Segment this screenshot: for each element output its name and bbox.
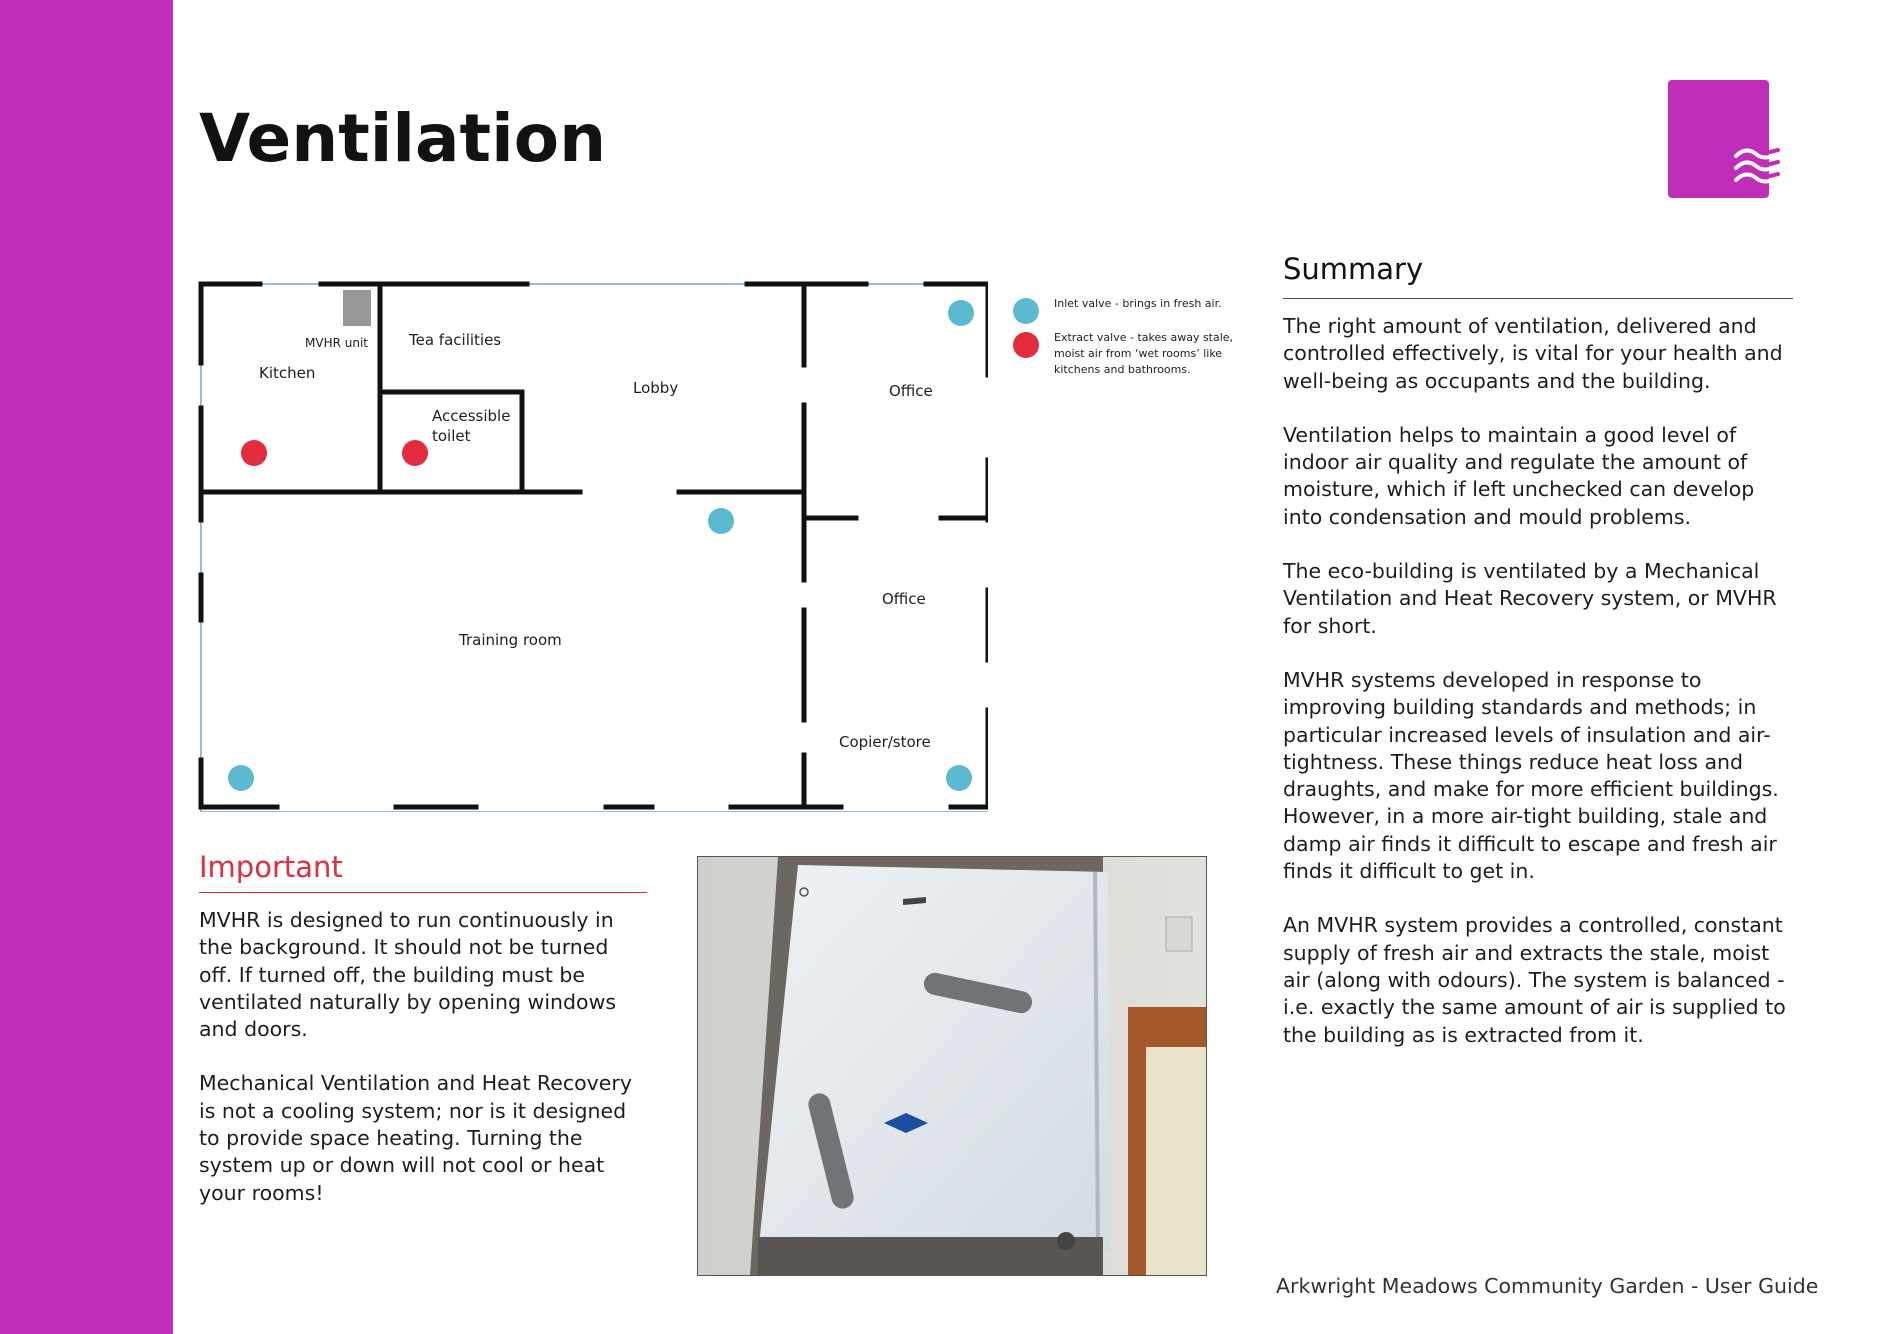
mvhr-unit-label: MVHR unit: [305, 336, 368, 350]
mvhr-unit-photo: [697, 856, 1207, 1276]
important-section: [199, 850, 647, 1234]
inlet-valve-icon: [1013, 298, 1039, 324]
office-label-1: Office: [889, 382, 933, 400]
legend-extract-text: Extract valve - takes away stale, moist air from ‘wet rooms’ like kitchens and bathrooms.: [1054, 331, 1234, 376]
air-waves-icon: [1650, 78, 1786, 202]
summary-heading: Summary: [1283, 252, 1793, 299]
lobby-label: Lobby: [633, 379, 679, 397]
accessible-toilet-label-line1: Accessible: [432, 407, 511, 425]
legend-inlet: [1012, 296, 1252, 312]
sidebar-band: [0, 0, 173, 1334]
extract-valve-icon: [1013, 332, 1039, 358]
summary-paragraph: The eco-building is ventilated by a Mechanical Ventilation and Heat Recovery system, or MVHR for short.: [1283, 559, 1777, 638]
important-heading: Important: [199, 850, 647, 893]
floor-plan: [197, 280, 988, 812]
floor-plan-legend: [1012, 296, 1252, 396]
page-title: Ventilation: [199, 100, 607, 177]
summary-section: [1283, 252, 1793, 1076]
summary-paragraph: Ventilation helps to maintain a good level of indoor air quality and regulate the amount of moisture, which if left unchecked can develop into condensation and mould problems.: [1283, 422, 1755, 529]
copier-store-label: Copier/store: [839, 733, 931, 751]
summary-paragraph: An MVHR system provides a controlled, constant supply of fresh air and extracts the stale, moist air (along with odours). The system is balanced - i.e. exactly the same amount of air is supplied to the building as is extracted from it.: [1283, 913, 1786, 1047]
summary-paragraph: MVHR systems developed in response to improving building standards and methods; in particular increased levels of insulation and air-tightness. These things reduce heat loss and draughts, and make for more efficient buildings. However, in a more air-tight building, stale and damp air finds it difficult to escape and fresh air finds it difficult to get in.: [1283, 667, 1779, 884]
legend-inlet-text: Inlet valve - brings in fresh air.: [1054, 297, 1222, 310]
tea-facilities-label: Tea facilities: [409, 331, 502, 349]
kitchen-label: Kitchen: [259, 364, 316, 382]
office-label-2: Office: [882, 590, 926, 608]
training-room-label: Training room: [459, 631, 562, 649]
important-paragraph: Mechanical Ventilation and Heat Recovery is not a cooling system; nor is it designed to provide space heating. Turning the system up or down will not cool or heat your rooms!: [199, 1071, 632, 1205]
footer-caption: Arkwright Meadows Community Garden - User Guide: [1276, 1274, 1819, 1298]
accessible-toilet-label-line2: toilet: [432, 427, 471, 445]
summary-paragraph: The right amount of ventilation, delivered and controlled effectively, is vital for your health and well-being as occupants and the building.: [1283, 314, 1783, 393]
important-paragraph: MVHR is designed to run continuously in the background. It should not be turned off. If turned off, the building must be ventilated naturally by opening windows and doors.: [199, 908, 617, 1042]
legend-extract: [1012, 330, 1252, 378]
